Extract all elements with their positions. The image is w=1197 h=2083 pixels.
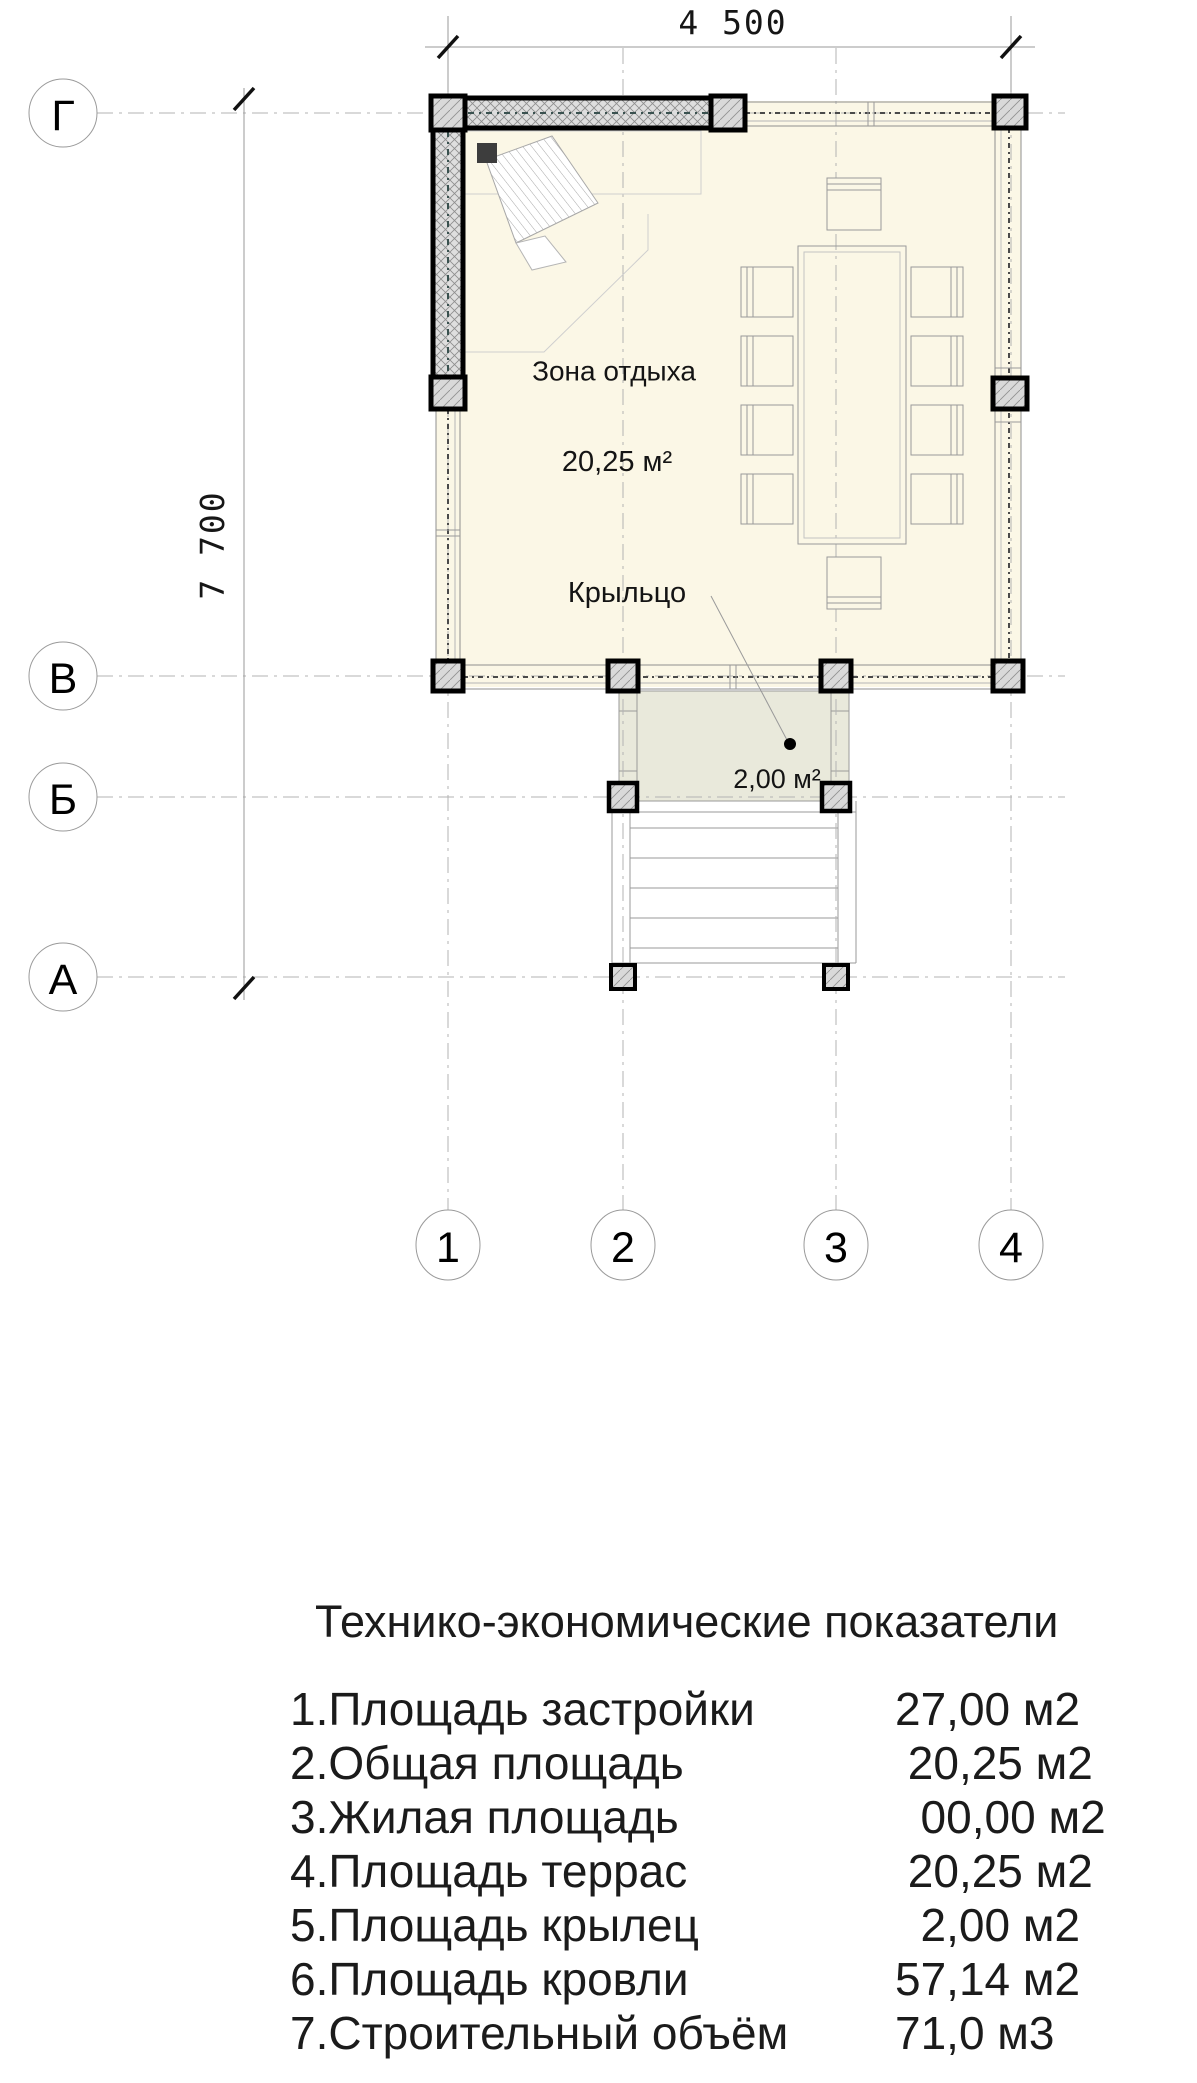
table-row: [290, 1682, 1150, 1736]
indicator-label: 4.Площадь террас: [290, 1845, 688, 1897]
wall-top: [465, 98, 713, 128]
axis-bubbles-rows: [29, 79, 97, 1011]
indicator-label: 1.Площадь застройки: [290, 1683, 755, 1735]
stairs: [612, 801, 856, 963]
indicator-value: 57,14 м2: [895, 1953, 1081, 2005]
chair: [911, 405, 963, 455]
column-post: [993, 378, 1027, 409]
dim-left-text: 7 700: [193, 490, 232, 600]
leader-dot-icon: [784, 738, 796, 750]
indicator-value: 00,00 м2: [895, 1791, 1106, 1843]
indicator-label: 6.Площадь кровли: [290, 1953, 689, 2005]
chair: [741, 474, 793, 524]
indicator-label: 7.Строительный объём: [290, 2007, 789, 2059]
axis-bubble-col-1: [416, 1210, 480, 1280]
column-post: [822, 783, 850, 811]
axis-bubbles-cols: [416, 1210, 1043, 1280]
axis-bubble-row-4: [29, 943, 97, 1011]
chair: [911, 336, 963, 386]
indicator-label: 2.Общая площадь: [290, 1737, 684, 1789]
porch-area-label: 2,00 м²: [733, 764, 821, 794]
indicator-label: 3.Жилая площадь: [290, 1791, 679, 1843]
column-post: [608, 661, 638, 691]
chair: [741, 267, 793, 317]
column-post: [824, 965, 848, 989]
table-row: [290, 2006, 1150, 2060]
axis-bubble-label: 4: [999, 1224, 1023, 1272]
axis-bubble-label: Б: [48, 776, 78, 824]
column-post: [611, 965, 635, 989]
column-post: [431, 96, 465, 130]
room-label: Зона отдыха: [532, 355, 696, 387]
axis-bubble-label: 2: [611, 1224, 635, 1272]
chair: [741, 405, 793, 455]
column-post: [711, 96, 745, 130]
dimension-top: [425, 3, 1035, 92]
column-post: [994, 96, 1026, 128]
column-post: [609, 783, 637, 811]
wall-left: [433, 128, 463, 378]
table-row: [290, 1952, 1150, 2006]
dim-top-text: 4 500: [678, 3, 788, 42]
table-row: [290, 1898, 1150, 1952]
porch-label: Крыльцо: [567, 577, 687, 609]
axis-bubble-label: В: [48, 655, 78, 703]
table-row: [290, 1844, 1150, 1898]
indicator-value: 2,00 м2: [895, 1899, 1081, 1951]
indicators-title: Технико-экономические показатели: [315, 1596, 1059, 1647]
axis-bubble-label: 3: [824, 1224, 848, 1272]
indicator-value: 20,25 м2: [895, 1737, 1093, 1789]
axis-bubble-label: Г: [51, 92, 75, 140]
room-area-label: 20,25 м²: [561, 446, 673, 478]
indicator-label: 5.Площадь крылец: [290, 1899, 699, 1951]
column-post: [433, 661, 463, 691]
axis-bubble-label: А: [48, 956, 78, 1004]
axis-bubble-row-3: [29, 763, 97, 831]
axis-bubble-col-2: [591, 1210, 655, 1280]
column-post: [431, 377, 465, 409]
axis-bubble-col-3: [804, 1210, 868, 1280]
axis-bubble-col-4: [979, 1210, 1043, 1280]
axis-bubble-row-2: [29, 642, 97, 710]
indicators-table: [290, 1594, 1150, 2060]
table-row: [290, 1736, 1150, 1790]
column-post: [821, 661, 851, 691]
chair: [911, 267, 963, 317]
chair: [827, 557, 881, 609]
axis-bubble-label: 1: [436, 1224, 460, 1272]
column-post: [993, 661, 1023, 691]
dimension-left: [193, 88, 254, 1000]
indicator-value: 20,25 м2: [895, 1845, 1093, 1897]
chair: [827, 178, 881, 230]
stove-square: [477, 143, 497, 163]
chair: [741, 336, 793, 386]
chair: [911, 474, 963, 524]
indicator-value: 71,0 м3: [895, 2007, 1055, 2059]
indicators-rows: [290, 1682, 1150, 2060]
axis-bubble-row-1: [29, 79, 97, 147]
indicator-value: 27,00 м2: [895, 1683, 1081, 1735]
table-row: [290, 1790, 1150, 1844]
